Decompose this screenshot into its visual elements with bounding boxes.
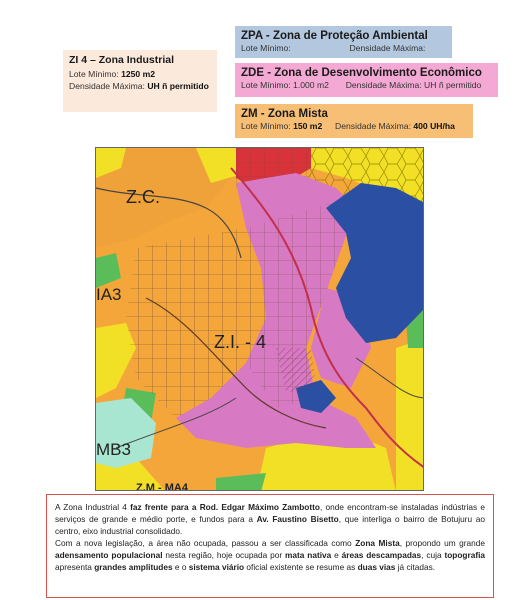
legend-zi4 bbox=[63, 50, 217, 112]
note-p1-d: Av. Faustino Bisetto bbox=[256, 514, 339, 524]
note-p2-m: e o bbox=[172, 562, 189, 572]
legend-zi4-title: ZI 4 – Zona Industrial bbox=[69, 54, 175, 66]
legend-zde-density-label: Densidade Máxima: UH ñ permitido bbox=[345, 80, 482, 90]
note-p2-n: sistema viário bbox=[188, 562, 245, 572]
note-p2-h: áreas descampadas bbox=[341, 550, 422, 560]
legend-zi4-density-label: Densidade Máxima: bbox=[69, 81, 145, 91]
zoning-map[interactable] bbox=[95, 147, 424, 491]
legend-zm bbox=[235, 104, 473, 138]
note-paragraph-2 bbox=[55, 537, 485, 573]
legend-zi4-density bbox=[69, 80, 211, 92]
note-paragraph-1 bbox=[55, 501, 485, 537]
legend-zpa-info bbox=[241, 42, 446, 54]
legend-zm-lot-label: Lote Mínimo: bbox=[241, 121, 291, 131]
zoning-map-svg bbox=[96, 148, 424, 491]
note-p2-f: mata nativa bbox=[285, 550, 332, 560]
note-p2-o: oficial existente se resume as bbox=[244, 562, 358, 572]
description-note bbox=[46, 494, 494, 598]
map-label-zi4: Z.I. - 4 bbox=[214, 332, 267, 352]
note-p1-c: , onde encontram-se instaladas indústrias e serviços de grande e médio porte, e fundos para a bbox=[55, 502, 486, 524]
legend-zm-info bbox=[241, 120, 467, 132]
note-p2-a: Com a nova legislação, a área não ocupada, passou a ser classificada como bbox=[55, 538, 356, 548]
legend-zpa-lot-label: Lote Mínimo: bbox=[241, 43, 291, 53]
legend-zpa-title: ZPA - Zona de Proteção Ambiental bbox=[241, 30, 428, 42]
legend-zde-info bbox=[241, 79, 492, 91]
map-label-mb3: MB3 bbox=[96, 440, 131, 459]
map-label-ia3: IA3 bbox=[96, 285, 122, 304]
note-p1-b: faz frente para a Rod. Edgar Máximo Zambotto bbox=[130, 502, 320, 512]
note-p2-g: e bbox=[331, 550, 342, 560]
legend-zm-lot-value: 150 m2 bbox=[293, 121, 323, 131]
note-p2-k: apresenta bbox=[55, 562, 95, 572]
legend-zi4-density-value: UH ñ permitido bbox=[147, 81, 209, 91]
legend-zm-density-label: Densidade Máxima: bbox=[335, 121, 411, 131]
note-p2-p: duas vias bbox=[357, 562, 396, 572]
note-p2-i: , cuja bbox=[421, 550, 445, 560]
zone-yellow-right bbox=[396, 338, 424, 491]
note-p1-e: , que interliga o bairro de Botujuru ao centro, eixo industrial consolidado. bbox=[55, 514, 485, 536]
legend-zpa bbox=[235, 26, 452, 58]
note-p2-d: adensamento populacional bbox=[55, 550, 163, 560]
note-p1-a: A Zona Industrial 4 bbox=[55, 502, 131, 512]
legend-zde bbox=[235, 63, 498, 97]
map-label-zm-ma4: Z.M - MA4 bbox=[136, 482, 188, 491]
note-p2-e: nesta região, hoje ocupada por bbox=[162, 550, 286, 560]
note-p2-l: grandes amplitudes bbox=[94, 562, 173, 572]
legend-zm-density-value: 400 UH/ha bbox=[413, 121, 455, 131]
map-label-zc: Z.C. bbox=[126, 187, 160, 207]
legend-zde-lot-label: Lote Mínimo: 1.000 m2 bbox=[241, 80, 329, 90]
legend-zi4-lot-value: 1250 m2 bbox=[121, 69, 156, 79]
note-p2-j: topografia bbox=[444, 550, 486, 560]
legend-zde-title: ZDE - Zona de Desenvolvimento Econômico bbox=[241, 67, 482, 79]
legend-zi4-lot bbox=[69, 68, 211, 80]
legend-zi4-lot-label: Lote Mínimo: bbox=[69, 69, 119, 79]
legend-zm-title: ZM - Zona Mista bbox=[241, 108, 328, 120]
note-p2-q: já citadas. bbox=[395, 562, 436, 572]
note-p2-b: Zona Mista bbox=[355, 538, 400, 548]
legend-zpa-density-label: Densidade Máxima: bbox=[349, 43, 426, 53]
note-p2-c: , propondo um grande bbox=[399, 538, 485, 548]
